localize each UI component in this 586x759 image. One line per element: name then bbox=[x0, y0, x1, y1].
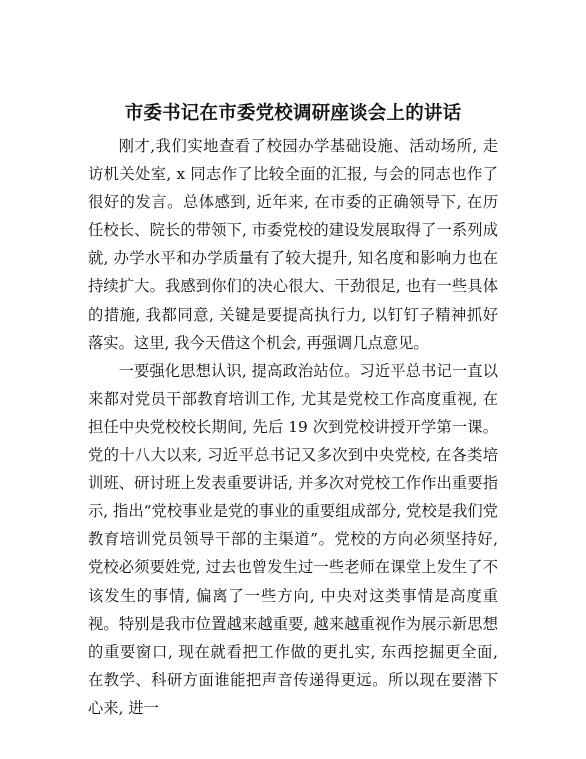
document-title: 市委书记在市委党校调研座谈会上的讲话 bbox=[124, 103, 462, 124]
paragraph-2: 一要强化思想认识, 提高政治站位。习近平总书记一直以来都对党员干部教育培训工作, 尤其是党校工作高度重视, 在担任中央党校校长期间, 先后 19 次到党校讲授开学第一课。党的十八大以来, 习近平总书记又多次到中央党校, 在各类培训班、研讨班上发表重要讲话, 并多次对党校工作作出重要指示, 指出“党校事业是党的事业的重要组成部分, 党校是我们党教育培训党员领导干部的主渠道”。党校的方向必须坚持好, 党校必须要姓党, 过去也曾发生过一些老师在课堂上发生了不该发生的事情, 偏离了一些方向, 中央对这类事情是高度重视。特别是我市位置越来越重要, 越来越重视作为展示新思想的重要窗口, 现在就看把工作做的更扎实, 东西挖掘更全面, 在教学、科研方面谁能把声音传递得更远。所以现在要潜下心来, 进一 bbox=[88, 361, 498, 717]
paragraph-1: 刚才,我们实地查看了校园办学基础设施、活动场所, 走访机关处室, x 同志作了比较全面的汇报, 与会的同志也作了很好的发言。总体感到, 近年来, 在市委的正确领导下, 在历任校长、院长的带领下, 市委党校的建设发展取得了一系列成就, 办学水平和办学质量有了较大提升, 知名度和影响力也在持续扩大。我感到你们的决心很大、干劲很足, 也有一些具体的措施, 我都同意, 关键是要提高执行力, 以钉钉子精神抓好落实。这里, 我今天借这个机会, 再强调几点意见。 bbox=[88, 137, 498, 352]
document-body bbox=[88, 132, 498, 722]
